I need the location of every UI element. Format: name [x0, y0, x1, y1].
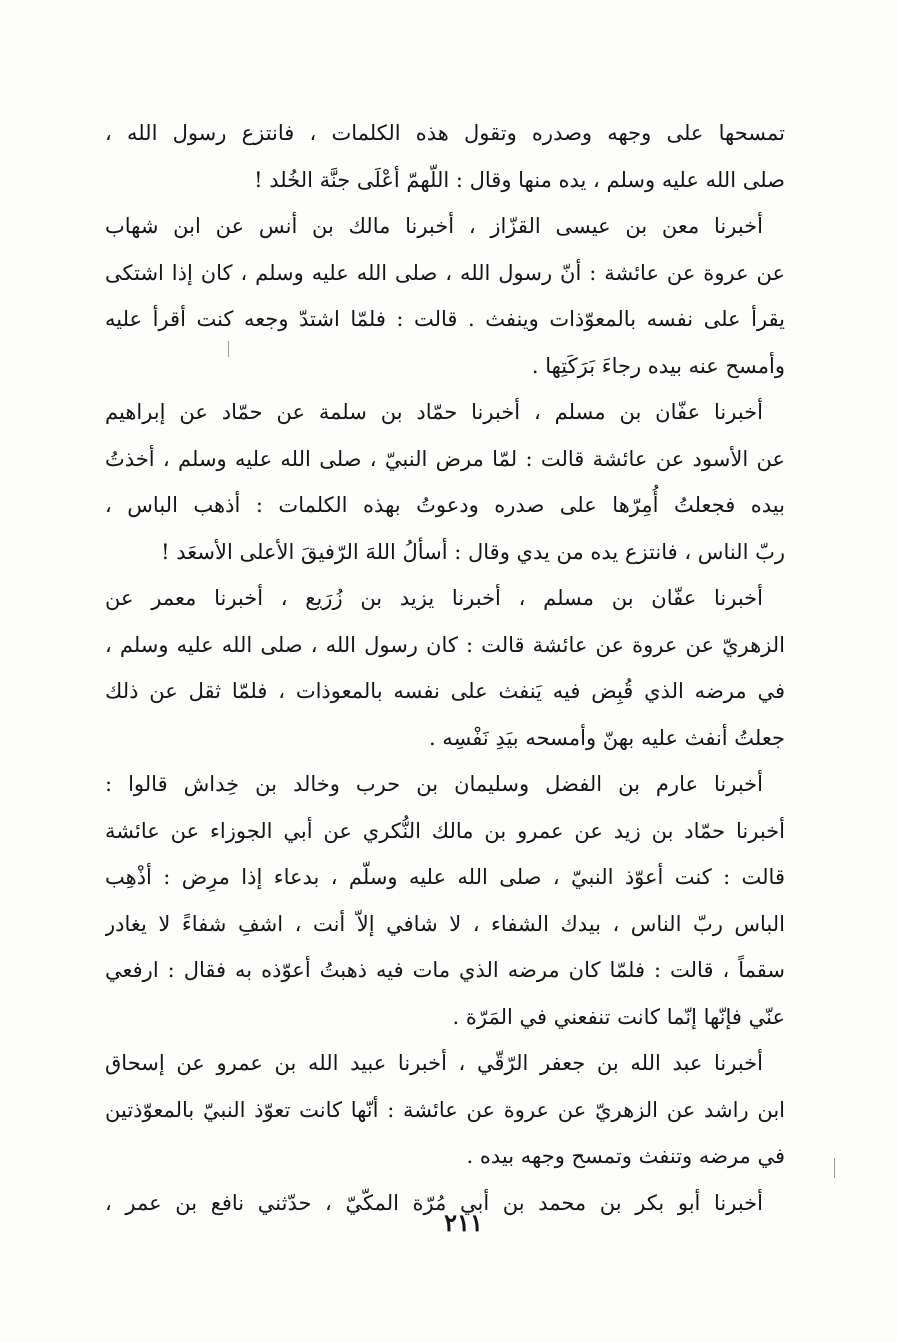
- text-line: تمسحها على وجهه وصدره وتقول هذه الكلمات ، فانتزع رسول الله ،: [105, 121, 785, 145]
- text-line: سقماً ، قالت : فلمّا كان مرضه الذي مات فيه ذهبتُ أعوّذه به فقال : ارفعي: [105, 958, 785, 982]
- text-line: عن الأسود عن عائشة قالت : لمّا مرض النبيّ ، صلى الله عليه وسلم ، أخذتُ: [105, 446, 785, 471]
- text-line: قالت : كنت أعوّذ النبيّ ، صلى الله عليه وسلّم ، بدعاء إذا مرِض : أذْهِب: [105, 865, 785, 889]
- text-line: ابن راشد عن الزهريّ عن عروة عن عائشة : أنّها كانت تعوّذ النبيّ بالمعوّذتين: [105, 1097, 785, 1122]
- text-line: الزهريّ عن عروة عن عائشة قالت : كان رسول الله ، صلى الله عليه وسلم ،: [105, 632, 785, 657]
- text-line: أخبرنا معن بن عيسى القزّاز ، أخبرنا مالك بن أنس عن ابن شهاب: [105, 214, 763, 238]
- text-line: في مرضه وتنفث وتمسح وجهه بيده .: [466, 1144, 785, 1168]
- text-line: أخبرنا أبو بكر بن محمد بن أبي مُرّة المكّيّ ، حدّثني نافع بن عمر ،: [105, 1190, 763, 1215]
- text-line: أخبرنا حمّاد بن زيد عن عمرو بن مالك النُّكري عن أبي الجوزاء عن عائشة: [105, 818, 785, 843]
- text-line: يقرأ على نفسه بالمعوّذات وينفث . قالت : فلمّا اشتدّ وجعه كنت أقرأ عليه: [105, 307, 785, 331]
- scan-mark: [834, 1158, 835, 1178]
- scan-mark: [228, 341, 229, 357]
- text-line: ربّ الناس ، فانتزع يده من يدي وقال : أسألُ اللهَ الرّفيقَ الأعلى الأسعَد !: [161, 539, 785, 564]
- text-line: في مرضه الذي قُبِض فيه يَنفث على نفسه بالمعوذات ، فلمّا ثقل عن ذلك: [105, 679, 785, 703]
- text-line: بيده فجعلتُ أُمِرّها على صدره ودعوتُ بهذه الكلمات : أذهب الباس ،: [105, 493, 785, 517]
- text-line: أخبرنا عبد الله بن جعفر الرّقّي ، أخبرنا عبيد الله بن عمرو عن إسحاق: [105, 1051, 763, 1075]
- text-line: عن عروة عن عائشة : أنّ رسول الله ، صلى الله عليه وسلم ، كان إذا اشتكى: [105, 260, 785, 285]
- page-number: ٢١١: [444, 1208, 483, 1237]
- text-line: عنّي فإنّها إنّما كانت تنفعني في المَرّة .: [452, 1004, 785, 1029]
- text-line: أخبرنا عفّان بن مسلم ، أخبرنا حمّاد بن سلمة عن حمّاد عن إبراهيم: [105, 400, 763, 424]
- text-line: وأمسح عنه بيده رجاءَ بَرَكَتِها .: [531, 353, 785, 378]
- text-line: الباس ربّ الناس ، بيدك الشفاء ، لا شافي إلاّ أنت ، اشفِ شفاءً لا يغادر: [105, 911, 785, 936]
- text-line: أخبرنا عفّان بن مسلم ، أخبرنا يزيد بن زُرَيع ، أخبرنا معمر عن: [105, 586, 763, 610]
- text-line: جعلتُ أنفث عليه بهنّ وأمسحه بيَدِ نَفْسِه .: [428, 725, 785, 750]
- body-text: [105, 110, 785, 1226]
- text-line: أخبرنا عارم بن الفضل وسليمان بن حرب وخالد بن خِداش قالوا :: [105, 772, 763, 796]
- text-line: صلى الله عليه وسلم ، يده منها وقال : اللّهمّ أعْلَى جنَّة الخُلد !: [254, 167, 785, 192]
